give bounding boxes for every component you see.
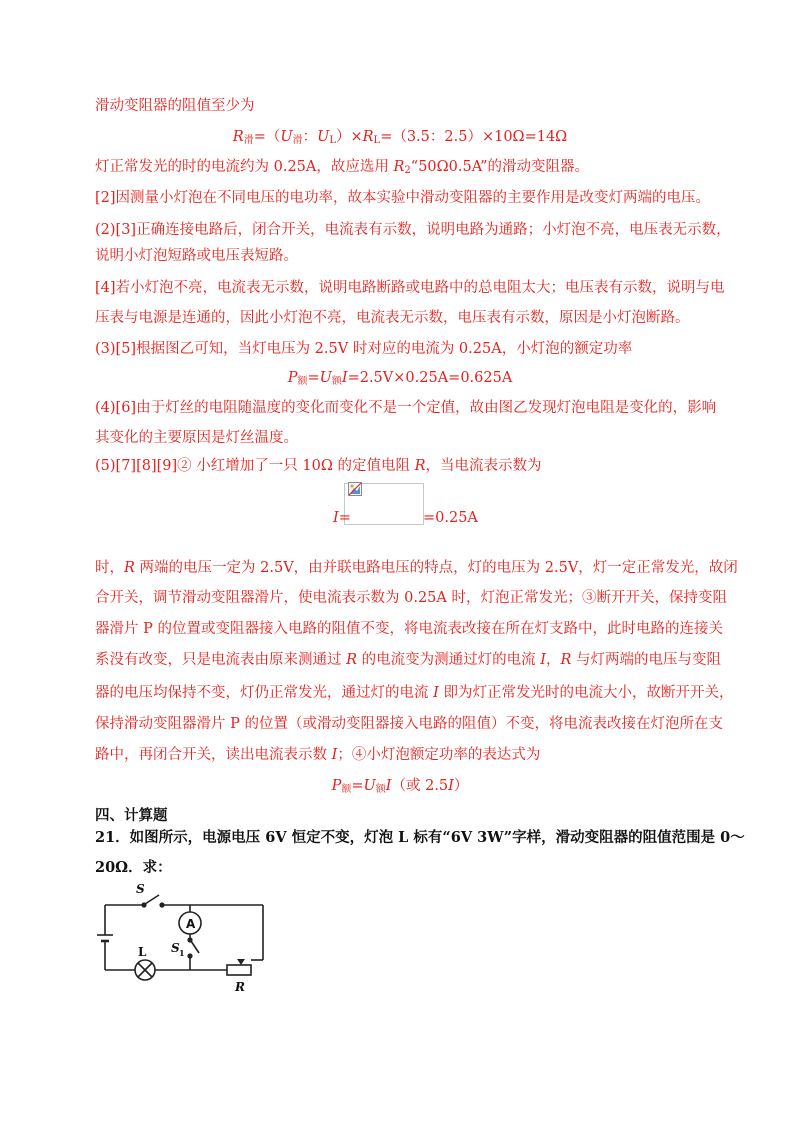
question-text: 21．如图所示，电源电压 6V 恒定不变，灯泡 L 标有“6V 3W”字样，滑动变阻器的阻值范围是 0～ <box>95 829 745 846</box>
answer-text-line: [4]若小灯泡不亮，电流表无示数，说明电路断路或电路中的总电阻太大；电压表有示数，说明与电 <box>95 280 725 296</box>
formula-current-right: =0.25A <box>423 510 478 526</box>
formula-current-left: I= <box>333 510 351 526</box>
answer-text-line: 其变化的主要原因是灯丝温度。 <box>95 430 298 446</box>
answer-text-line: [2]因测量小灯泡在不同电压的电功率，故本实验中滑动变阻器的主要作用是改变灯两端的电压。 <box>95 190 711 206</box>
circuit-diagram <box>95 880 280 1005</box>
answer-text-line: 灯正常发光的时的电流约为 0.25A，故应选用 $R_2“50\Omega 0.5A$”的滑动变阻器。 <box>95 159 589 176</box>
answer-text-line: 滑动变阻器的阻值至少为 <box>95 98 255 114</box>
formula-resistance: $R_滑=(U_滑$：$U_L)\times R_L=(3.5$：2.5）×10Ω=14Ω <box>232 129 568 146</box>
section-heading: 四、计算题 <box>95 807 168 824</box>
lamp-label: L <box>138 945 147 959</box>
answer-text-line: 压表与电源是连通的，因此小灯泡不亮，电流表无示数，电压表有示数，原因是小灯泡断路。 <box>95 310 690 326</box>
switch-s1-label: S <box>171 941 180 955</box>
answer-text-line: (3)[5]根据图乙可知，当灯电压为 2.5V 时对应的电流为 0.25A，小灯泡的额定功率 <box>95 341 633 357</box>
answer-text-line: (4)[6]由于灯丝的电阻随温度的变化而变化不是一个定值，故由图乙发现灯泡电阻是变化的，影响 <box>95 400 717 416</box>
answer-text-line: 时，R 两端的电压一定为 2.5V，由并联电路电压的特点，灯的电压为 2.5V，灯一定正常发光，故闭 <box>95 560 738 576</box>
question-text: 20Ω．求： <box>95 859 172 876</box>
answer-text-line: 说明小灯泡短路或电压表短路。 <box>95 248 298 264</box>
answer-text-line: 合开关，调节滑动变阻器滑片，使电流表示数为 0.25A 时，灯泡正常发光；③断开开关，保持变阻 <box>95 590 727 606</box>
formula-rated-power: $P_额=U_额I$（或 2.5I） <box>331 778 469 795</box>
answer-text-line: 路中，再闭合开关，读出电流表示数 I；④小灯泡额定功率的表达式为 <box>95 747 541 763</box>
answer-text-line: 器的电压均保持不变，灯仍正常发光，通过灯的电流 I 即为灯正常发光时的电流大小，故断开开关， <box>95 685 734 701</box>
formula-power: $P_额=U_额I=2.5V\times 0.25A=0.625A$ <box>287 370 513 387</box>
answer-text-line: 器滑片 P 的位置或变阻器接入电路的阻值不变，将电流表改接在所在灯支路中，此时电路的连接关 <box>95 621 723 637</box>
broken-image-icon <box>348 482 362 496</box>
answer-text-line: (5)[7][8][9]② 小红增加了一只 10Ω 的定值电阻 R，当电流表示数为 <box>95 458 542 474</box>
answer-text-line: 保持滑动变阻器滑片 P 的位置（或滑动变阻器接入电路的阻值）不变，将电流表改接在灯泡所在支 <box>95 716 723 732</box>
ammeter-label: A <box>186 917 196 931</box>
switch-s1-subscript: 1 <box>179 948 185 958</box>
switch-s-label: S <box>136 882 145 896</box>
rheostat-label: R <box>235 980 245 994</box>
answer-text-line: 系没有改变，只是电流表由原来测通过 R 的电流变为测通过灯的电流 I，R 与灯两端的电压与变阻 <box>95 652 722 668</box>
answer-text-line: (2)[3]正确连接电路后，闭合开关，电流表有示数，说明电路为通路；小灯泡不亮，电压表无示数， <box>95 222 731 238</box>
